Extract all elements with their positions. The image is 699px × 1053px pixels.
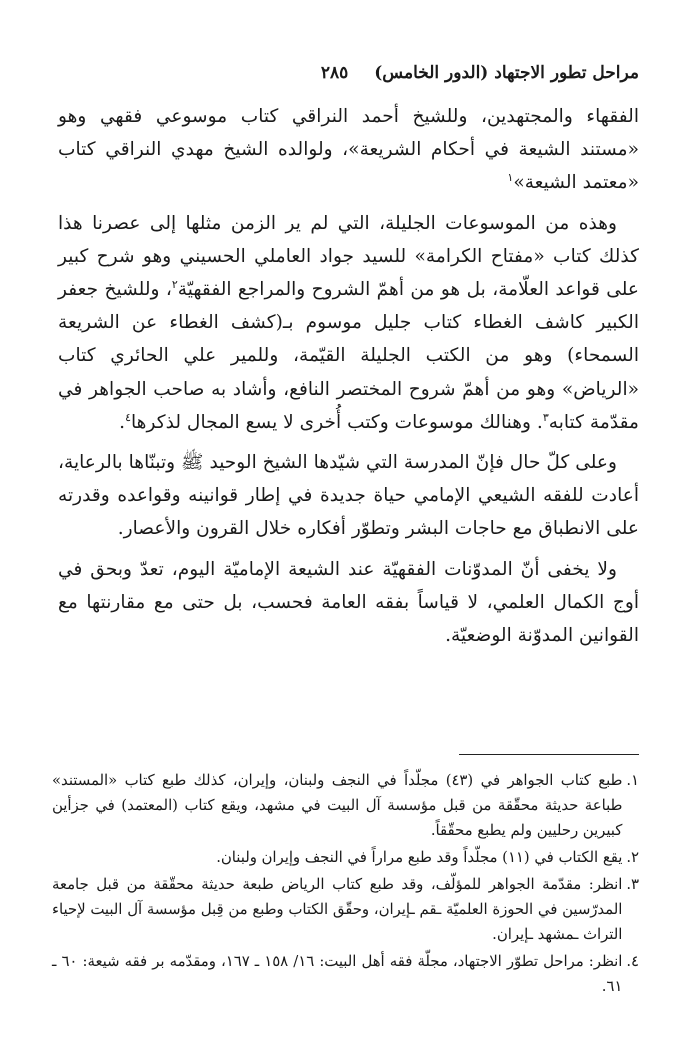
footnote: [52, 768, 639, 843]
footnote-number: ٢.: [626, 849, 639, 866]
footnote-marker: ٣: [542, 410, 549, 424]
footnote-marker: ١: [507, 171, 514, 185]
paragraph-text: وهذه من الموسوعات الجليلة، التي لم ير الزمن مثلها إلى عصرنا هذا كذلك كتاب «مفتاح الكرامة» للسيد جواد العاملي الحسيني وهو شرح كبير على قواعد العلّامة، بل هو من أهمّ الشروح والمراجع الفقهيّة: [58, 212, 639, 301]
footnote: [52, 949, 639, 999]
paragraph-text: وعلى كلّ حال فإنّ المدرسة التي شيّدها الشيخ الوحيد ﷺ وتبنّاها بالرعاية، أعادت للفقه الشيعي الإمامي حياة جديدة في إطار قوانينه وقواعده وقدرته على الانطباق مع حاجات البشر وتطوّر أفكاره خلال القرون والأعصار.: [58, 452, 639, 540]
page-number: ٢٨٥: [320, 63, 349, 83]
footnotes: [52, 768, 639, 1001]
paragraph-text: . وهنالك موسوعات وكتب أُخرى لا يسع المجال لذكرها: [131, 411, 543, 433]
paragraph: [58, 100, 639, 200]
running-title: مراحل تطور الاجتهاد (الدور الخامس): [374, 63, 639, 83]
paragraph: [58, 446, 639, 546]
footnote: [52, 872, 639, 947]
footnote-text: طبع كتاب الجواهر في (٤٣) مجلّداً في النجف ولبنان، وإيران، كذلك طبع كتاب «المستند» طباعة حديثة محقّقة من قبل مؤسسة آل البيت في مشهد، ويقع كتاب (المعتمد) في جزأين كبيرين رحليين ولم يطبع محقّقاً.: [52, 772, 623, 839]
footnote-text: انظر: مقدّمة الجواهر للمؤلّف، وقد طبع كتاب الرياض طبعة حديثة محقّقة من قبل جامعة المدرّسين في الحوزة العلميّة ـقم ـإيران، وحقّق الكتاب وطبع من قِبل مؤسسة آل البيت لإحياء التراث ـمشهد ـإيران.: [52, 876, 623, 943]
paragraph-text: ولا يخفى أنّ المدوّنات الفقهيّة عند الشيعة الإماميّة اليوم، تعدّ وبحق في أوج الكمال العلمي، لا قياساً بفقه العامة فحسب، بل حتى مع مقارنتها مع القوانين المدوّنة الوضعيّة.: [58, 558, 639, 647]
footnote-number: ١.: [626, 772, 639, 789]
footnote-marker: ٢: [171, 277, 178, 291]
paragraph-text: ، وللشيخ جعفر الكبير كاشف الغطاء كتاب جليل موسوم بـ(كشف الغطاء عن الشريعة السمحاء) وهو من الكتب الجليلة القيّمة، وللمير علي الحائري كتاب «الرياض» وهو من أهمّ شروح المختصر النافع، وأشاد به صاحب الجواهر في مقدّمة كتابه: [58, 279, 639, 433]
paragraph: [58, 207, 639, 439]
main-text: [58, 100, 639, 659]
paragraph-text: .: [119, 411, 126, 433]
footnote-separator: [459, 754, 639, 755]
paragraph-text: الفقهاء والمجتهدين، وللشيخ أحمد النراقي كتاب موسوعي فقهي وهو «مستند الشيعة في أحكام الشريعة»، ولوالده الشيخ مهدي النراقي كتاب «معتمد الشيعة»: [58, 106, 639, 194]
running-header: [50, 58, 639, 88]
footnote-number: ٤.: [626, 953, 639, 970]
footnote-number: ٣.: [626, 876, 639, 893]
footnote-text: يقع الكتاب في (١١) مجلّداً وقد طبع مراراً في النجف وإيران ولبنان.: [216, 849, 623, 866]
footnote: [52, 845, 639, 870]
footnote-marker: ٤: [125, 410, 132, 424]
footnote-text: انظر: مراحل تطوّر الاجتهاد، مجلّة فقه أهل البيت: ١٦/ ١٥٨ ـ ١٦٧، ومقدّمه بر فقه شيعة: ٦٠ ـ ٦١.: [52, 953, 623, 995]
paragraph: [58, 553, 639, 653]
